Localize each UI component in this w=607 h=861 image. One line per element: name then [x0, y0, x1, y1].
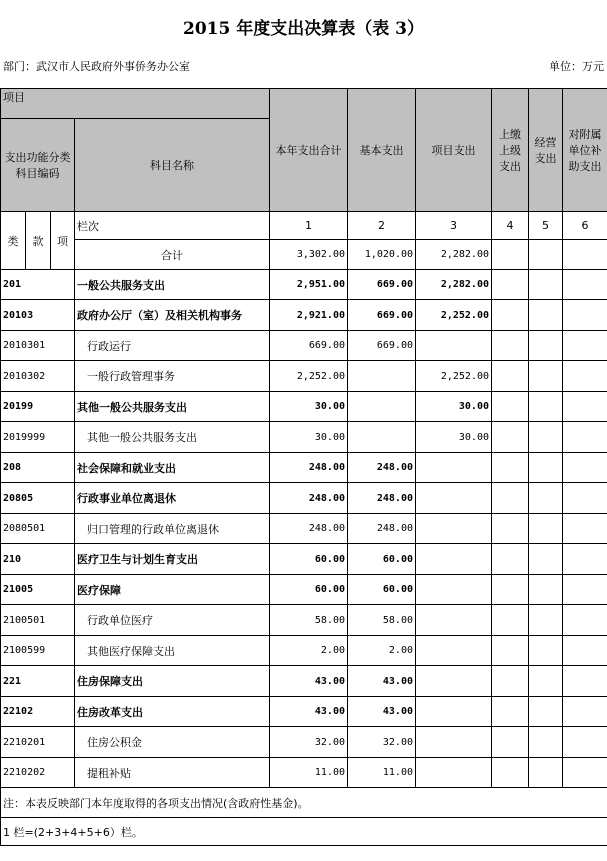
table-row [1, 331, 607, 361]
row-business [529, 483, 563, 514]
header-basic: 基本支出 [348, 89, 416, 212]
row-total: 2,951.00 [270, 270, 348, 300]
row-name: 提租补贴 [75, 758, 270, 788]
header-superior: 上缴上级支出 [492, 89, 529, 212]
row-code: 2100599 [1, 636, 75, 666]
row-superior [492, 636, 529, 666]
row-name: 医疗卫生与计划生育支出 [75, 544, 270, 575]
row-basic [348, 392, 416, 422]
department-label: 部门：武汉市人民政府外事侨务办公室 [3, 60, 190, 73]
row-total: 248.00 [270, 453, 348, 483]
row-superior [492, 605, 529, 636]
table-row [1, 758, 607, 788]
row-business [529, 636, 563, 666]
row-name: 一般行政管理事务 [75, 361, 270, 392]
row-code: 208 [1, 453, 75, 483]
row-total: 30.00 [270, 392, 348, 422]
row-project [416, 514, 492, 544]
row-basic: 248.00 [348, 514, 416, 544]
row-project: 2,282.00 [416, 270, 492, 300]
row-affiliated [563, 697, 607, 727]
row-code: 20199 [1, 392, 75, 422]
row-code: 210 [1, 544, 75, 575]
table-row [1, 453, 607, 483]
header-lei: 类 [1, 212, 26, 270]
row-business [529, 727, 563, 758]
row-total: 11.00 [270, 758, 348, 788]
row-basic: 669.00 [348, 300, 416, 331]
row-business [529, 392, 563, 422]
header-xiang: 项 [51, 212, 75, 270]
row-superior [492, 514, 529, 544]
table-row [1, 270, 607, 300]
row-business [529, 300, 563, 331]
row-affiliated [563, 636, 607, 666]
row-basic: 248.00 [348, 483, 416, 514]
row-name: 行政单位医疗 [75, 605, 270, 636]
row-code: 221 [1, 666, 75, 697]
row-superior [492, 483, 529, 514]
col-num-2: 2 [348, 212, 416, 240]
row-affiliated [563, 666, 607, 697]
row-code: 2010301 [1, 331, 75, 361]
row-total: 669.00 [270, 331, 348, 361]
table-row [1, 636, 607, 666]
header-lanci: 栏次 [75, 212, 270, 240]
row-total: 58.00 [270, 605, 348, 636]
table-row [1, 605, 607, 636]
table-row [1, 697, 607, 727]
col-num-6: 6 [563, 212, 607, 240]
row-basic: 43.00 [348, 666, 416, 697]
total-project: 2,282.00 [416, 240, 492, 270]
row-affiliated [563, 758, 607, 788]
row-affiliated [563, 422, 607, 453]
header-func-code: 支出功能分类科目编码 [1, 119, 75, 212]
total-superior [492, 240, 529, 270]
row-total: 30.00 [270, 422, 348, 453]
header-affiliated: 对附属单位补助支出 [563, 89, 607, 212]
row-basic: 669.00 [348, 331, 416, 361]
row-basic: 2.00 [348, 636, 416, 666]
row-business [529, 605, 563, 636]
row-name: 医疗保障 [75, 575, 270, 605]
table-row [1, 422, 607, 453]
col-num-1: 1 [270, 212, 348, 240]
row-superior [492, 422, 529, 453]
row-total: 60.00 [270, 575, 348, 605]
row-total: 248.00 [270, 514, 348, 544]
row-total: 2,252.00 [270, 361, 348, 392]
total-business [529, 240, 563, 270]
row-affiliated [563, 483, 607, 514]
row-code: 2210202 [1, 758, 75, 788]
row-name: 行政事业单位离退休 [75, 483, 270, 514]
row-basic: 43.00 [348, 697, 416, 727]
row-name: 其他一般公共服务支出 [75, 392, 270, 422]
total-affiliated [563, 240, 607, 270]
row-code: 2019999 [1, 422, 75, 453]
row-project [416, 453, 492, 483]
row-basic: 58.00 [348, 605, 416, 636]
table-row [1, 300, 607, 331]
row-affiliated [563, 361, 607, 392]
row-basic: 32.00 [348, 727, 416, 758]
row-business [529, 758, 563, 788]
header-item: 项目 [1, 89, 270, 119]
row-superior [492, 453, 529, 483]
row-superior [492, 300, 529, 331]
row-total: 2,921.00 [270, 300, 348, 331]
row-business [529, 575, 563, 605]
total-label: 合计 [75, 240, 270, 270]
row-name: 行政运行 [75, 331, 270, 361]
table-row [1, 514, 607, 544]
row-business [529, 331, 563, 361]
row-affiliated [563, 270, 607, 300]
row-superior [492, 361, 529, 392]
table-row [1, 666, 607, 697]
header-business: 经营支出 [529, 89, 563, 212]
row-project: 2,252.00 [416, 300, 492, 331]
row-affiliated [563, 331, 607, 361]
row-superior [492, 270, 529, 300]
row-business [529, 544, 563, 575]
row-project: 30.00 [416, 422, 492, 453]
row-name: 政府办公厅（室）及相关机构事务 [75, 300, 270, 331]
row-business [529, 422, 563, 453]
row-project: 2,252.00 [416, 361, 492, 392]
row-superior [492, 331, 529, 361]
row-superior [492, 697, 529, 727]
row-superior [492, 392, 529, 422]
row-basic: 248.00 [348, 453, 416, 483]
row-total: 32.00 [270, 727, 348, 758]
row-code: 201 [1, 270, 75, 300]
table-row [1, 544, 607, 575]
row-code: 20805 [1, 483, 75, 514]
row-basic: 669.00 [348, 270, 416, 300]
unit-label: 单位：万元 [549, 60, 604, 73]
row-code: 22102 [1, 697, 75, 727]
header-subject-name: 科目名称 [75, 119, 270, 212]
row-name: 其他一般公共服务支出 [75, 422, 270, 453]
expenditure-table [0, 88, 607, 846]
row-name: 社会保障和就业支出 [75, 453, 270, 483]
row-name: 住房保障支出 [75, 666, 270, 697]
col-num-5: 5 [529, 212, 563, 240]
row-business [529, 514, 563, 544]
row-basic [348, 422, 416, 453]
total-basic: 1,020.00 [348, 240, 416, 270]
row-project [416, 605, 492, 636]
row-total: 43.00 [270, 666, 348, 697]
row-superior [492, 544, 529, 575]
row-business [529, 666, 563, 697]
col-num-3: 3 [416, 212, 492, 240]
header-total: 本年支出合计 [270, 89, 348, 212]
row-code: 2010302 [1, 361, 75, 392]
row-name: 一般公共服务支出 [75, 270, 270, 300]
row-business [529, 361, 563, 392]
table-row [1, 361, 607, 392]
row-project [416, 331, 492, 361]
row-affiliated [563, 514, 607, 544]
row-affiliated [563, 453, 607, 483]
row-project: 30.00 [416, 392, 492, 422]
table-row [1, 392, 607, 422]
row-superior [492, 758, 529, 788]
col-num-4: 4 [492, 212, 529, 240]
table-row [1, 483, 607, 514]
row-basic: 60.00 [348, 544, 416, 575]
report-title: 2015 年度支出决算表（表 3） [183, 19, 424, 39]
row-project [416, 697, 492, 727]
row-total: 60.00 [270, 544, 348, 575]
row-project [416, 727, 492, 758]
total-row [1, 240, 607, 270]
note-line-2: 1 栏=(2+3+4+5+6）栏。 [1, 818, 607, 846]
row-total: 248.00 [270, 483, 348, 514]
row-name: 住房改革支出 [75, 697, 270, 727]
note-line-1: 注：本表反映部门本年度取得的各项支出情况(含政府性基金)。 [1, 788, 607, 818]
row-affiliated [563, 727, 607, 758]
row-superior [492, 727, 529, 758]
row-code: 2100501 [1, 605, 75, 636]
row-name: 归口管理的行政单位离退休 [75, 514, 270, 544]
row-total: 43.00 [270, 697, 348, 727]
row-affiliated [563, 392, 607, 422]
row-affiliated [563, 300, 607, 331]
header-project: 项目支出 [416, 89, 492, 212]
row-affiliated [563, 605, 607, 636]
table-row [1, 727, 607, 758]
header-kuan: 款 [26, 212, 51, 270]
row-project [416, 758, 492, 788]
row-basic: 11.00 [348, 758, 416, 788]
row-superior [492, 575, 529, 605]
row-superior [492, 666, 529, 697]
table-row [1, 575, 607, 605]
row-project [416, 636, 492, 666]
row-project [416, 544, 492, 575]
row-name: 其他医疗保障支出 [75, 636, 270, 666]
row-affiliated [563, 575, 607, 605]
row-basic: 60.00 [348, 575, 416, 605]
row-basic [348, 361, 416, 392]
row-code: 21005 [1, 575, 75, 605]
row-total: 2.00 [270, 636, 348, 666]
row-code: 2080501 [1, 514, 75, 544]
row-project [416, 666, 492, 697]
row-business [529, 270, 563, 300]
row-business [529, 453, 563, 483]
row-name: 住房公积金 [75, 727, 270, 758]
row-business [529, 697, 563, 727]
row-code: 2210201 [1, 727, 75, 758]
row-project [416, 483, 492, 514]
row-code: 20103 [1, 300, 75, 331]
total-total: 3,302.00 [270, 240, 348, 270]
row-affiliated [563, 544, 607, 575]
row-project [416, 575, 492, 605]
